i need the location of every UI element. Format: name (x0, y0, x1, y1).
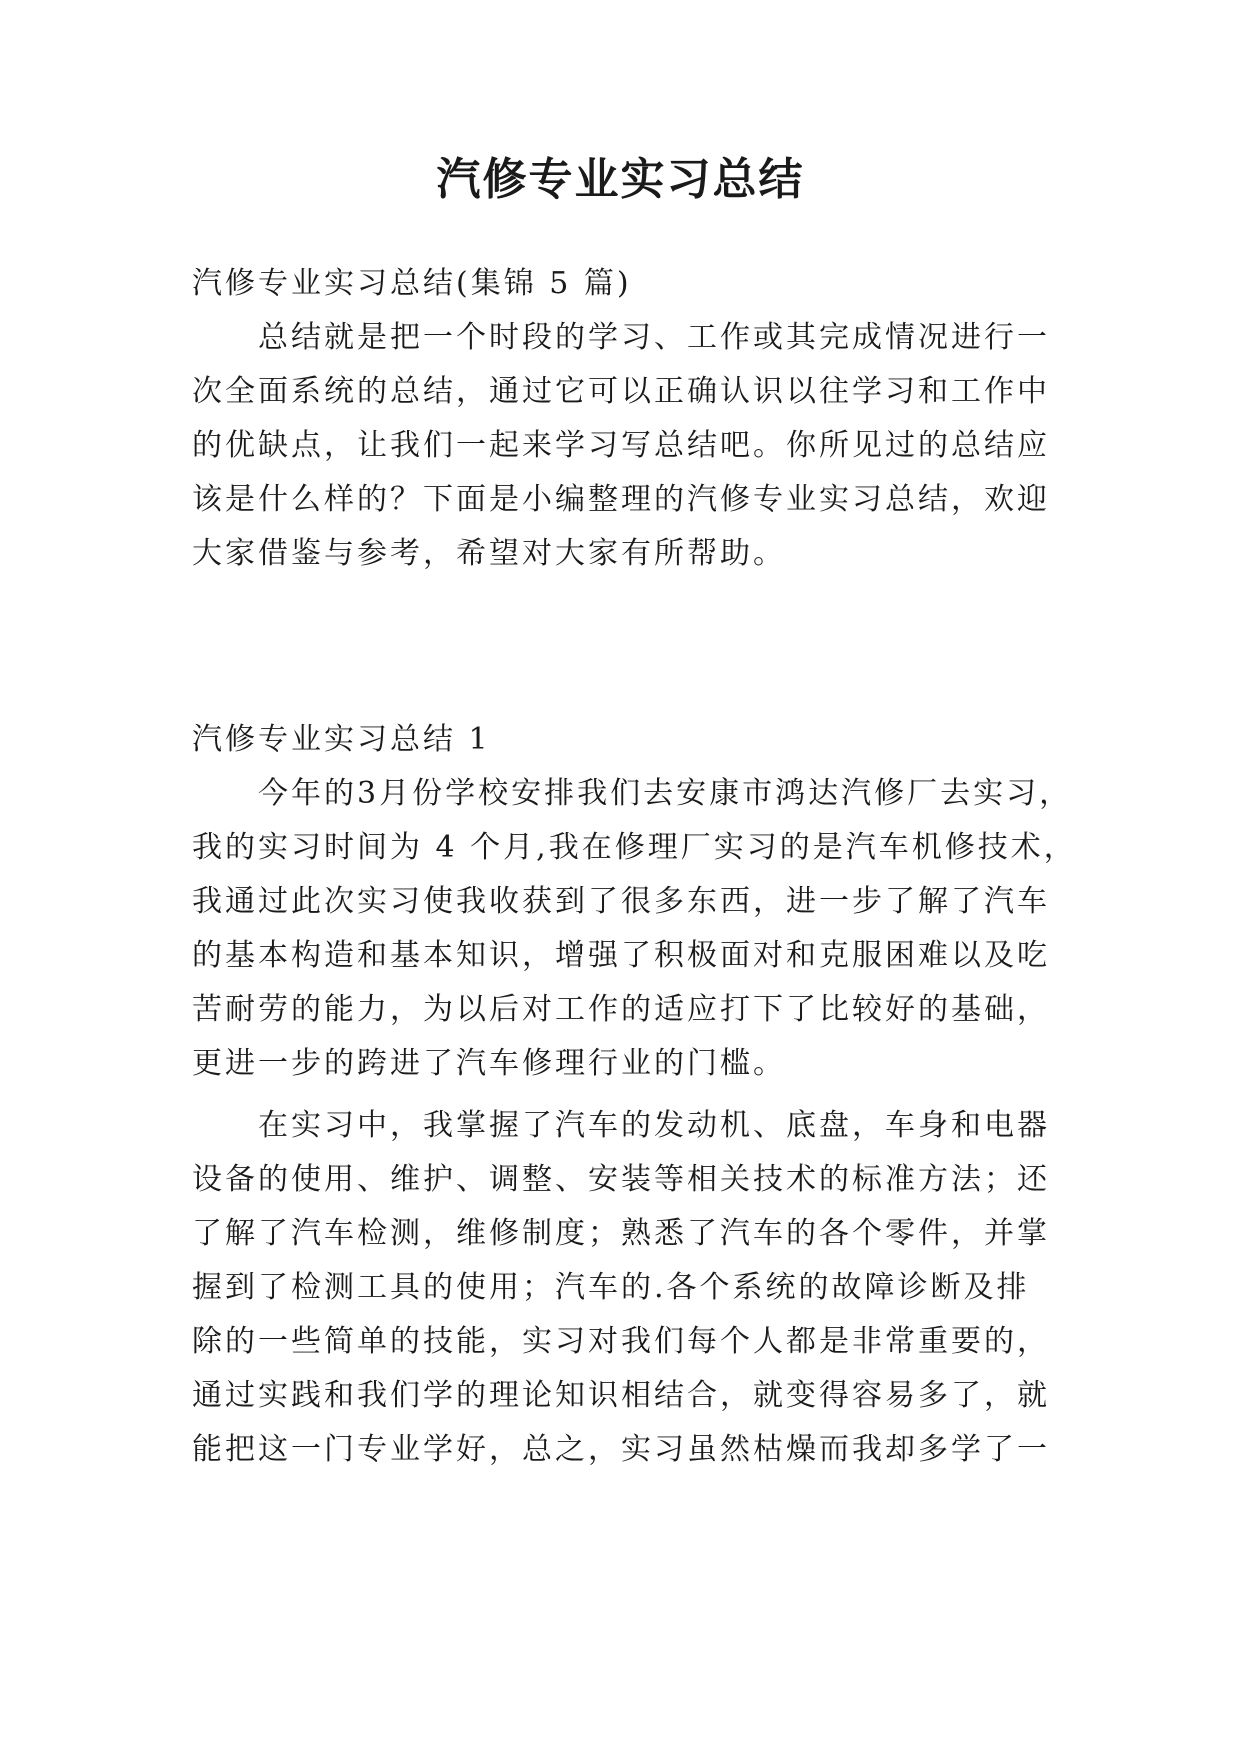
document-title: 汽修专业实习总结 (436, 154, 805, 205)
intro-line: 次全面系统的总结，通过它可以正确认识以往学习和工作中 (192, 374, 1050, 409)
section-heading: 汽修专业实习总结 1 (192, 722, 491, 757)
paragraph-line: 了解了汽车检测，维修制度；熟悉了汽车的各个零件，并掌 (192, 1216, 1050, 1251)
paragraph-line: 能把这一门专业学好，总之，实习虽然枯燥而我却多学了一 (192, 1432, 1050, 1467)
paragraph-line: 我的实习时间为 4 个月,我在修理厂实习的是汽车机修技术， (192, 830, 1077, 865)
intro-line: 大家借鉴与参考，希望对大家有所帮助。 (192, 536, 786, 571)
paragraph-line: 苦耐劳的能力，为以后对工作的适应打下了比较好的基础， (192, 992, 1050, 1027)
paragraph-line: 更进一步的跨进了汽车修理行业的门槛。 (192, 1046, 786, 1081)
intro-line: 总结就是把一个时段的学习、工作或其完成情况进行一 (258, 320, 1050, 355)
paragraph-line: 设备的使用、维护、调整、安装等相关技术的标准方法；还 (192, 1162, 1050, 1197)
paragraph-line: 今年的3月份学校安排我们去安康市鸿达汽修厂去实习， (258, 776, 1073, 811)
intro-line: 的优缺点，让我们一起来学习写总结吧。你所见过的总结应 (192, 428, 1050, 463)
intro-line: 该是什么样的？下面是小编整理的汽修专业实习总结，欢迎 (192, 482, 1050, 517)
paragraph-line: 通过实践和我们学的理论知识相结合，就变得容易多了，就 (192, 1378, 1050, 1413)
paragraph-line: 在实习中，我掌握了汽车的发动机、底盘，车身和电器 (258, 1108, 1050, 1143)
paragraph-line: 我通过此次实习使我收获到了很多东西，进一步了解了汽车 (192, 884, 1050, 919)
document-subtitle: 汽修专业实习总结(集锦 5 篇) (192, 266, 632, 301)
paragraph-line: 的基本构造和基本知识，增强了积极面对和克服困难以及吃 (192, 938, 1050, 973)
paragraph-line: 除的一些简单的技能，实习对我们每个人都是非常重要的， (192, 1324, 1050, 1359)
paragraph-line: 握到了检测工具的使用；汽车的.各个系统的故障诊断及排 (192, 1270, 1030, 1305)
